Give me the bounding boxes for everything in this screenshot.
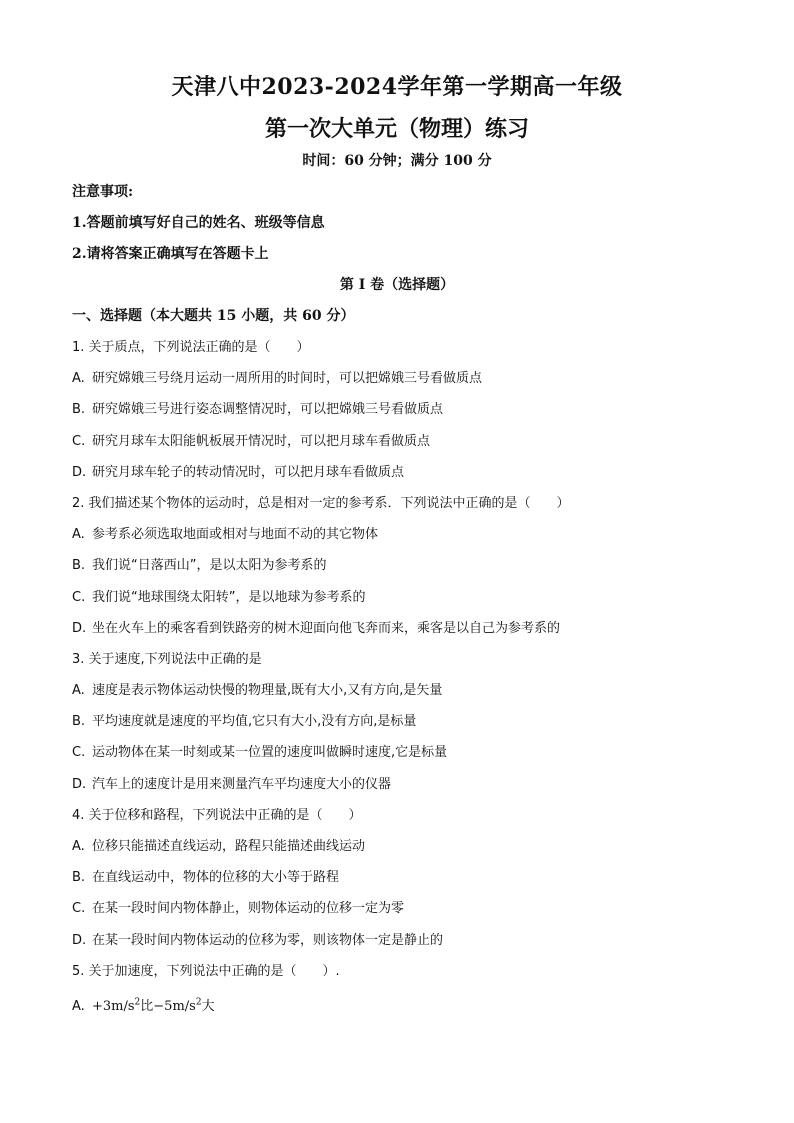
- question-list: [72, 338, 732, 1024]
- option: [72, 588, 732, 619]
- option: [72, 837, 732, 868]
- option-text: 汽车上的速度计是用来测量汽车平均速度大小的仪器: [92, 776, 392, 792]
- option-text: [92, 999, 215, 1014]
- option-letter: B.: [72, 558, 86, 574]
- option-letter: A.: [72, 999, 85, 1015]
- option-text: 在某一段时间内物体运动的位移为零，则该物体一定是静止的: [92, 932, 444, 948]
- notes-block: [72, 182, 325, 275]
- option-letter: D.: [72, 620, 87, 636]
- option-letter: A.: [72, 839, 85, 854]
- option-text: 我们说“日落西山”，是以太阳为参考系的: [92, 558, 327, 574]
- option-text: 研究月球车轮子的转动情况时，可以把月球车看做质点: [92, 464, 405, 480]
- option-letter: D.: [72, 932, 87, 948]
- option-text: 平均速度就是速度的平均值,它只有大小,没有方向,是标量: [92, 714, 417, 730]
- option-text: 运动物体在某一时刻或某一位置的速度叫做瞬时速度,它是标量: [92, 745, 448, 761]
- formula-exponent: 2: [134, 997, 141, 1008]
- option-text: 研究嫦娥三号进行姿态调整情况时，可以把嫦娥三号看做质点: [92, 402, 444, 418]
- option: [72, 619, 732, 650]
- option: [72, 743, 732, 774]
- option-letter: B.: [72, 402, 86, 418]
- option-letter: C.: [72, 433, 86, 449]
- option-text: 参考系必须选取地面或相对与地面不动的其它物体: [92, 527, 379, 543]
- option: [72, 931, 732, 962]
- option-letter: B.: [72, 714, 86, 730]
- formula-exponent: 2: [195, 997, 202, 1008]
- option-letter: A.: [72, 683, 85, 699]
- time-info: 时间：60 分钟；满分 100 分: [302, 153, 492, 169]
- exam-subtitle: 第一次大单元（物理）练习: [264, 116, 529, 142]
- option: [72, 463, 732, 494]
- option-text: 坐在火车上的乘客看到铁路旁的树木迎面向他飞奔而来，乘客是以自己为参考系的: [92, 620, 561, 636]
- option-text: 位移只能描述直线运动，路程只能描述曲线运动: [92, 839, 366, 854]
- question-stem: 3. 关于速度,下列说法中正确的是: [72, 651, 262, 667]
- option: [72, 556, 732, 587]
- question-stem: 4. 关于位移和路程，下列说法中正确的是（ ）: [72, 807, 362, 823]
- option: [72, 868, 732, 899]
- option-text: 在直线运动中，物体的位移的大小等于路程: [92, 870, 340, 886]
- option-letter: B.: [72, 870, 86, 886]
- option-letter: A.: [72, 527, 85, 543]
- exam-title: 天津八中2023-2024学年第一学期高一年级: [171, 74, 623, 100]
- option: [72, 432, 732, 463]
- notes-heading: 注意事项:: [72, 184, 134, 200]
- option-letter: C.: [72, 745, 86, 761]
- option: [72, 712, 732, 743]
- section-title: 一、选择题（本大题共 15 小题，共 60 分）: [72, 308, 355, 324]
- option-letter: C.: [72, 589, 86, 605]
- formula-part: +3m/s: [92, 999, 135, 1015]
- question-stem: 2. 我们描述某个物体的运动时，总是相对一定的参考系．下列说法中正确的是（ ）: [72, 495, 570, 511]
- volume-title: 第 I 卷（选择题）: [339, 277, 455, 293]
- option-letter: D.: [72, 464, 87, 480]
- option: [72, 775, 732, 806]
- question-stem: 1. 关于质点，下列说法正确的是（ ）: [72, 340, 310, 355]
- option-letter: D.: [72, 776, 87, 792]
- option-text: 我们说“地球围绕太阳转”，是以地球为参考系的: [92, 589, 366, 605]
- formula-part: 比−5m/s: [140, 999, 196, 1015]
- option: [72, 525, 732, 556]
- option-letter: C.: [72, 901, 86, 917]
- option-text: 在某一段时间内物体静止，则物体运动的位移一定为零: [92, 901, 405, 917]
- notes-item: 1.答题前填写好自己的姓名、班级等信息: [72, 215, 325, 231]
- option-text: 研究月球车太阳能帆板展开情况时，可以把月球车看做质点: [92, 433, 431, 449]
- notes-item: 2.请将答案正确填写在答题卡上: [72, 246, 269, 262]
- question-stem: 5. 关于加速度，下列说法中正确的是（ ）.: [72, 963, 340, 979]
- option: [72, 993, 732, 1024]
- option: [72, 899, 732, 930]
- formula-part: 大: [201, 999, 215, 1015]
- option-text: 速度是表示物体运动快慢的物理量,既有大小,又有方向,是矢量: [92, 683, 443, 699]
- option: [72, 369, 732, 400]
- option: [72, 400, 732, 431]
- option-text: 研究嫦娥三号绕月运动一周所用的时间时，可以把嫦娥三号看做质点: [92, 371, 483, 387]
- option: [72, 681, 732, 712]
- option-letter: A.: [72, 371, 85, 387]
